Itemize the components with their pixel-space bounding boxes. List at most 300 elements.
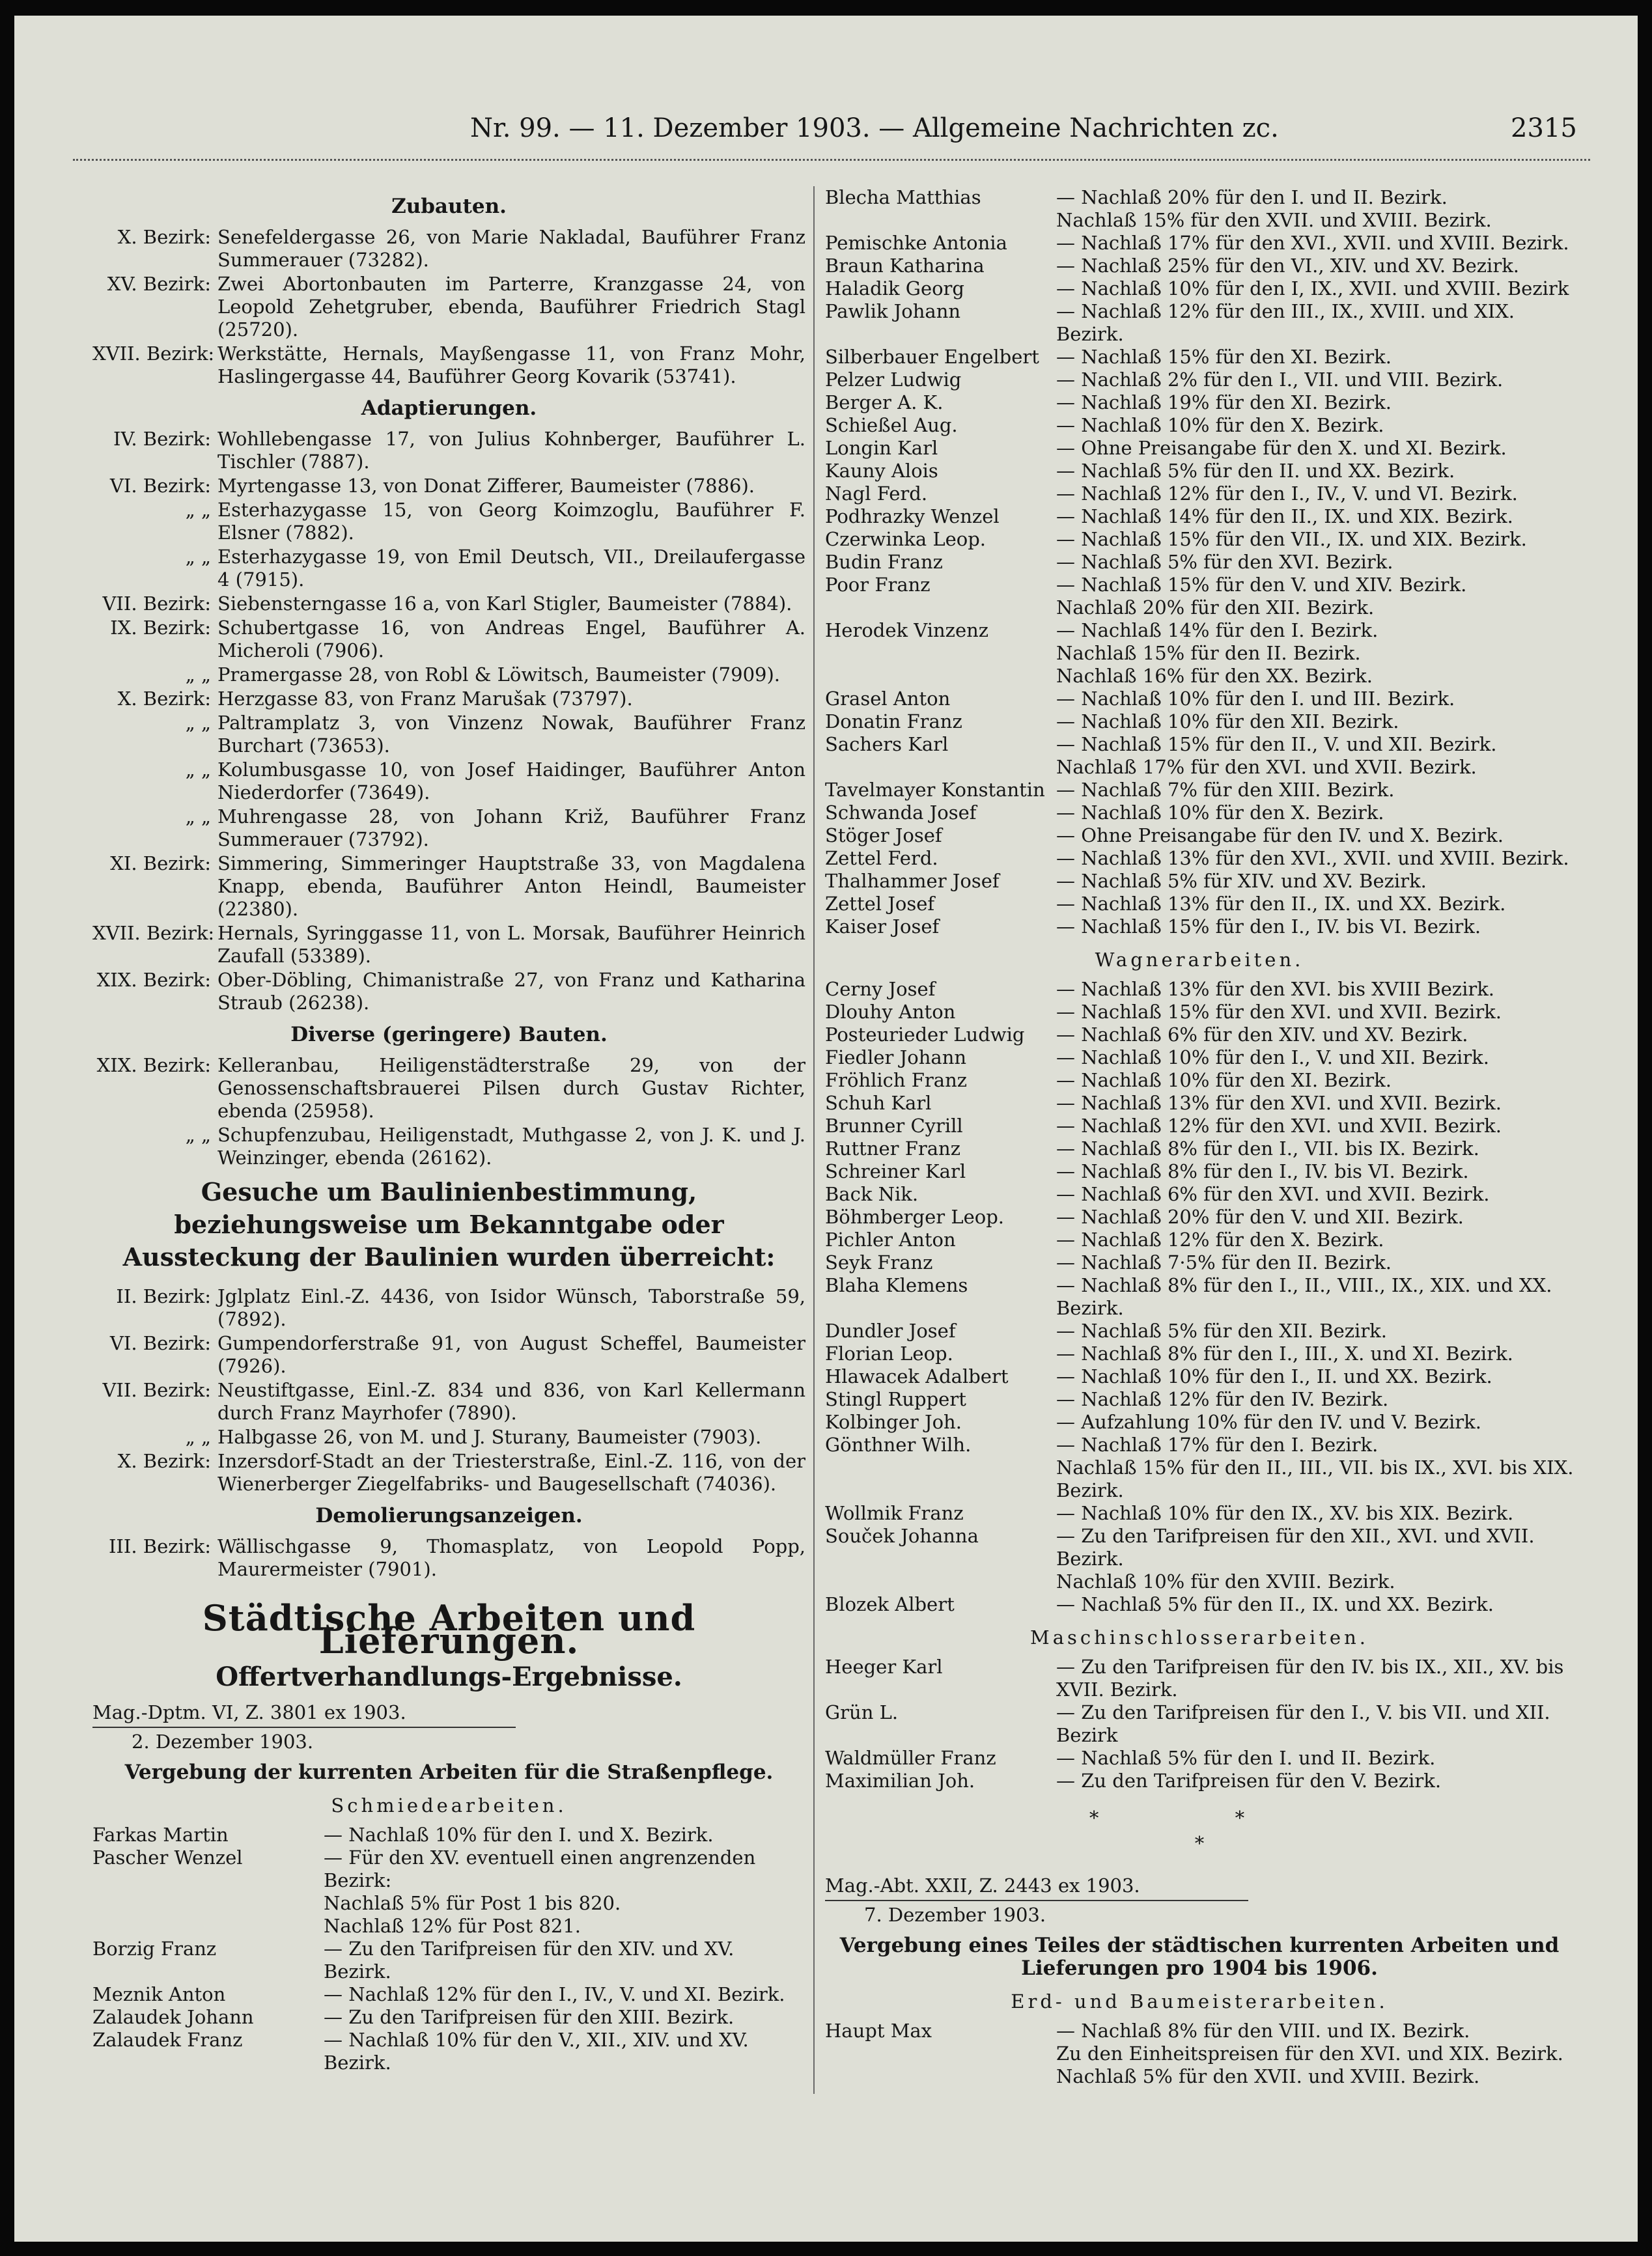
listing-entry <box>92 663 805 686</box>
contractor-row <box>825 1092 1574 1115</box>
contractor-row <box>825 710 1574 733</box>
district-label: „ „ <box>185 1426 211 1448</box>
district-label: IX. Bezirk: <box>110 617 211 639</box>
category-heading: Schmiedearbeiten. <box>331 1794 567 1817</box>
contractor-name: Braun Katharina <box>825 255 985 277</box>
contractor-terms: — Nachlaß 10% für den XI. Bezirk. <box>1056 1069 1392 1091</box>
contractor-name: Brunner Cyrill <box>825 1115 963 1137</box>
contractor-name: Sachers Karl <box>825 733 949 755</box>
contractor-name: Seyk Franz <box>825 1251 933 1274</box>
contractor-name: Zettel Ferd. <box>825 847 938 869</box>
listing-text: Werkstätte, Hernals, Mayßengasse 11, von Franz Mohr, Haslingergasse 44, Bauführer Georg Kovarik (53741). <box>217 342 805 387</box>
contractor-name <box>92 1915 324 1938</box>
page-number: 2315 <box>1511 113 1577 143</box>
contractor-terms: Nachlaß 17% für den XVI. und XVII. Bezirk. <box>1056 756 1477 778</box>
listing-text: Zwei Abortonbauten im Parterre, Kranzgasse 24, von Leopold Zehetgruber, ebenda, Bauführer Friedrich Stagl (25720). <box>217 273 805 341</box>
contractor-terms: — Nachlaß 8% für den I., VII. bis IX. Bezirk. <box>1056 1137 1479 1160</box>
contractor-name: Back Nik. <box>825 1183 919 1205</box>
reference-number: Mag.-Dptm. VI, Z. 3801 ex 1903. <box>92 1701 516 1728</box>
header-rule <box>73 159 1590 161</box>
contractor-name: Kauny Alois <box>825 460 938 482</box>
contractor-name <box>825 1456 1056 1502</box>
left-column <box>92 186 805 2074</box>
contractor-terms: — Nachlaß 15% für den XI. Bezirk. <box>1056 346 1392 368</box>
contractor-terms: — Nachlaß 10% für den V., XII., XIV. und XV. Bezirk. <box>324 2029 749 2074</box>
section-title: Diverse (geringere) Bauten. <box>290 1023 608 1046</box>
district-label: XVII. Bezirk: <box>92 342 215 365</box>
contractor-name: Florian Leop. <box>825 1343 953 1365</box>
contractor-name: Thalhammer Josef <box>825 870 1000 892</box>
contractor-row <box>825 1183 1574 1206</box>
contractor-row <box>825 915 1574 938</box>
district-label: VI. Bezirk: <box>109 475 211 497</box>
listing-text: Simmering, Simmeringer Hauptstraße 33, von Magdalena Knapp, ebenda, Bauführer Anton Heindl, Baumeister (22380). <box>217 852 805 920</box>
contractor-terms: — Nachlaß 10% für den I. und X. Bezirk. <box>324 1824 714 1846</box>
contractor-terms: — Zu den Tarifpreisen für den I., V. bis VII. und XII. Bezirk <box>1056 1701 1550 1746</box>
listing-text: Neustiftgasse, Einl.-Z. 834 und 836, von Karl Kellermann durch Franz Mayrhofer (7890). <box>217 1379 805 1424</box>
contractor-row <box>825 1024 1574 1046</box>
contractor-row <box>825 255 1574 277</box>
contractor-terms: — Nachlaß 5% für den XVI. Bezirk. <box>1056 551 1393 573</box>
listing-text: Ober-Döbling, Chimanistraße 27, von Franz und Katharina Straub (26238). <box>217 969 805 1014</box>
contractor-name: Nagl Ferd. <box>825 482 928 505</box>
contractor-terms: — Nachlaß 12% für den III., IX., XVIII. und XIX. Bezirk. <box>1056 300 1515 345</box>
district-label: „ „ <box>185 546 211 568</box>
district-label: X. Bezirk: <box>117 226 211 248</box>
contractor-row <box>825 391 1574 414</box>
contractor-terms: Zu den Einheitspreisen für den XVI. und XIX. Bezirk. <box>1056 2042 1563 2065</box>
listing-text: Esterhazygasse 15, von Georg Koimzoglu, Bauführer F. Elsner (7882). <box>217 499 805 544</box>
listing-text: Hernals, Syringgasse 11, von L. Morsak, Bauführer Heinrich Zaufall (53389). <box>217 922 805 967</box>
listing-text: Jglplatz Einl.-Z. 4436, von Isidor Wünsch, Taborstraße 59, (7892). <box>217 1285 805 1330</box>
contractor-name: Podhrazky Wenzel <box>825 505 1000 527</box>
contractor-row <box>825 437 1574 460</box>
contractor-name: Schießel Aug. <box>825 414 958 436</box>
contractor-row <box>825 346 1574 369</box>
district-label: VI. Bezirk: <box>109 1332 211 1354</box>
contractor-name <box>825 2065 1056 2088</box>
district-label: III. Bezirk: <box>108 1535 211 1557</box>
contractor-row <box>825 2042 1574 2065</box>
contractor-name: Meznik Anton <box>92 1983 226 2005</box>
contractor-terms: — Nachlaß 5% für den I. und II. Bezirk. <box>1056 1747 1436 1769</box>
contractor-name: Kolbinger Joh. <box>825 1411 962 1433</box>
contractor-row <box>825 1456 1574 1502</box>
contractor-terms: Nachlaß 15% für den II., III., VII. bis IX., XVI. bis XIX. Bezirk. <box>1056 1456 1574 1501</box>
contractor-name: Grün L. <box>825 1701 899 1723</box>
contractor-row <box>825 733 1574 756</box>
contractor-row <box>825 1747 1574 1770</box>
section-title: Zubauten. <box>391 195 507 218</box>
contractor-name: Pemischke Antonia <box>825 232 1007 254</box>
listing-entry <box>92 1124 805 1169</box>
contractor-terms: — Ohne Preisangabe für den X. und XI. Bezirk. <box>1056 437 1507 459</box>
contractor-terms: Nachlaß 20% für den XII. Bezirk. <box>1056 596 1375 619</box>
contractor-terms: — Nachlaß 12% für den XVI. und XVII. Bezirk. <box>1056 1115 1502 1137</box>
contractor-terms: — Nachlaß 2% für den I., VII. und VIII. Bezirk. <box>1056 369 1504 391</box>
contractor-name: Schreiner Karl <box>825 1160 966 1182</box>
district-label: XIX. Bezirk: <box>96 969 211 991</box>
contractor-row <box>825 1229 1574 1251</box>
contractor-row <box>825 1320 1574 1343</box>
contractor-name: Fiedler Johann <box>825 1046 967 1068</box>
contractor-row <box>825 978 1574 1001</box>
contractor-name: Maximilian Joh. <box>825 1770 975 1792</box>
contractor-row <box>825 1434 1574 1456</box>
contractor-row <box>825 1046 1574 1069</box>
section-title: Gesuche um Baulinienbestimmung, beziehungsweise um Bekanntgabe oder Aussteckung der Baulinien wurden überreicht: <box>122 1177 776 1272</box>
district-label: „ „ <box>185 499 211 521</box>
contractor-row <box>825 186 1574 209</box>
contractor-name: Dundler Josef <box>825 1320 956 1342</box>
contractor-row <box>825 779 1574 801</box>
contractor-terms: — Nachlaß 20% für den I. und II. Bezirk. <box>1056 186 1448 208</box>
contractor-name: Fröhlich Franz <box>825 1069 968 1091</box>
contractor-row <box>825 414 1574 437</box>
contractor-terms: — Nachlaß 10% für den X. Bezirk. <box>1056 414 1384 436</box>
district-label: X. Bezirk: <box>117 1450 211 1472</box>
contractor-row <box>825 665 1574 688</box>
contractor-row <box>825 1274 1574 1320</box>
listing-entry <box>92 805 805 851</box>
right-column <box>825 186 1574 2088</box>
contractor-name: Ruttner Franz <box>825 1137 960 1160</box>
contractor-row <box>825 1001 1574 1024</box>
contractor-terms: — Nachlaß 15% für den VII., IX. und XIX. Bezirk. <box>1056 528 1527 550</box>
listing-entry <box>92 342 805 388</box>
contractor-row <box>825 232 1574 255</box>
contractor-terms: — Nachlaß 17% für den XVI., XVII. und XVIII. Bezirk. <box>1056 232 1569 254</box>
date-line: 7. Dezember 1903. <box>864 1904 1046 1926</box>
contractor-name: Poor Franz <box>825 574 931 596</box>
contractor-row <box>825 1701 1574 1747</box>
listing-entry <box>92 273 805 341</box>
contractor-terms: — Nachlaß 20% für den V. und XII. Bezirk. <box>1056 1206 1464 1228</box>
contractor-name <box>825 665 1056 688</box>
contractor-row <box>825 505 1574 528</box>
listing-entry <box>92 1054 805 1122</box>
separator-star: * <box>1194 1832 1205 1854</box>
listing-entry <box>92 852 805 921</box>
contractor-terms: — Zu den Tarifpreisen für den IV. bis IX., XII., XV. bis XVII. Bezirk. <box>1056 1656 1564 1701</box>
contractor-row <box>92 1938 805 1983</box>
contractor-row <box>825 801 1574 824</box>
page-header: Nr. 99. — 11. Dezember 1903. — Allgemeine Nachrichten zc. <box>470 113 1279 143</box>
contractor-name: Zalaudek Franz <box>92 2029 243 2051</box>
contractor-terms: — Aufzahlung 10% für den IV. und V. Bezirk. <box>1056 1411 1481 1433</box>
contractor-row <box>825 300 1574 346</box>
contractor-row <box>825 528 1574 551</box>
listing-entry <box>92 688 805 710</box>
contractor-row <box>825 551 1574 574</box>
listing-text: Gumpendorferstraße 91, von August Scheffel, Baumeister (7926). <box>217 1332 805 1377</box>
contractor-name: Souček Johanna <box>825 1525 979 1547</box>
contractor-row <box>825 1343 1574 1365</box>
listing-text: Wohllebengasse 17, von Julius Kohnberger, Bauführer L. Tischler (7887). <box>217 428 805 473</box>
category-heading: Wagnerarbeiten. <box>1095 949 1304 971</box>
contractor-row <box>825 847 1574 870</box>
contractor-name: Waldmüller Franz <box>825 1747 996 1769</box>
notice-heading: Vergebung eines Teiles der städtischen kurrenten Arbeiten und Lieferungen pro 1904 bis 1906. <box>839 1934 1560 1980</box>
contractor-name: Pascher Wenzel <box>92 1846 243 1869</box>
contractor-terms: — Zu den Tarifpreisen für den V. Bezirk. <box>1056 1770 1442 1792</box>
contractor-terms: — Nachlaß 15% für den XVI. und XVII. Bezirk. <box>1056 1001 1502 1023</box>
contractor-name: Pelzer Ludwig <box>825 369 962 391</box>
contractor-name: Zettel Josef <box>825 893 935 915</box>
contractor-name: Posteurieder Ludwig <box>825 1024 1025 1046</box>
notice-heading: Vergebung der kurrenten Arbeiten für die Straßenpflege. <box>124 1761 774 1784</box>
listing-entry <box>92 1450 805 1496</box>
listing-entry <box>92 1535 805 1581</box>
separator-stars: * * <box>1089 1807 1310 1829</box>
contractor-terms: — Zu den Tarifpreisen für den XIV. und XV. Bezirk. <box>324 1938 735 1983</box>
district-label: VII. Bezirk: <box>102 1379 211 1401</box>
contractor-name: Heeger Karl <box>825 1656 943 1678</box>
contractor-terms: — Nachlaß 8% für den VIII. und IX. Bezirk. <box>1056 2020 1470 2042</box>
contractor-terms: Nachlaß 10% für den XVIII. Bezirk. <box>1056 1570 1395 1593</box>
contractor-name: Blozek Albert <box>825 1593 955 1615</box>
contractor-row <box>825 1206 1574 1229</box>
contractor-name <box>825 2042 1056 2065</box>
column-divider <box>813 186 815 2094</box>
contractor-name: Budin Franz <box>825 551 943 573</box>
date-line: 2. Dezember 1903. <box>132 1731 314 1753</box>
contractor-row <box>825 460 1574 482</box>
contractor-name: Silberbauer Engelbert <box>825 346 1039 368</box>
contractor-terms: — Nachlaß 7·5% für den II. Bezirk. <box>1056 1251 1392 1274</box>
contractor-terms: — Nachlaß 13% für den XVI. und XVII. Bezirk. <box>1056 1092 1502 1114</box>
contractor-row <box>825 596 1574 619</box>
contractor-row <box>92 1824 805 1846</box>
district-label: IV. Bezirk: <box>113 428 211 450</box>
contractor-terms: — Nachlaß 12% für den IV. Bezirk. <box>1056 1388 1389 1410</box>
contractor-terms: — Zu den Tarifpreisen für den XIII. Bezirk. <box>324 2006 735 2028</box>
contractor-terms: — Ohne Preisangabe für den IV. und X. Bezirk. <box>1056 824 1504 846</box>
contractor-terms: — Nachlaß 6% für den XVI. und XVII. Bezirk. <box>1056 1183 1490 1205</box>
category-heading: Erd- und Baumeisterarbeiten. <box>1011 1990 1388 2012</box>
contractor-name: Borzig Franz <box>92 1938 217 1960</box>
contractor-terms: — Nachlaß 12% für den I., IV., V. und XI. Bezirk. <box>324 1983 785 2005</box>
contractor-row <box>825 1502 1574 1525</box>
listing-entry <box>92 592 805 615</box>
contractor-terms: — Zu den Tarifpreisen für den XII., XVI. und XVII. Bezirk. <box>1056 1525 1535 1570</box>
newspaper-page <box>14 16 1638 2242</box>
contractor-terms: Nachlaß 5% für Post 1 bis 820. <box>324 1892 621 1914</box>
district-label: XV. Bezirk: <box>107 273 211 295</box>
contractor-name: Donatin Franz <box>825 710 962 732</box>
reference-number: Mag.-Abt. XXII, Z. 2443 ex 1903. <box>825 1874 1248 1901</box>
contractor-name: Blaha Klemens <box>825 1274 968 1296</box>
contractor-name: Haupt Max <box>825 2020 932 2042</box>
contractor-name <box>825 596 1056 619</box>
section-title: Adaptierungen. <box>361 397 537 420</box>
contractor-terms: — Nachlaß 10% für den I., V. und XII. Bezirk. <box>1056 1046 1489 1068</box>
contractor-name: Berger A. K. <box>825 391 944 413</box>
contractor-row <box>825 1388 1574 1411</box>
listing-entry <box>92 1332 805 1378</box>
listing-text: Muhrengasse 28, von Johann Križ, Bauführer Franz Summerauer (73792). <box>217 805 805 850</box>
listing-entry <box>92 759 805 804</box>
contractor-row <box>92 1983 805 2006</box>
listing-entry <box>92 546 805 591</box>
contractor-terms: — Nachlaß 12% für den I., IV., V. und VI. Bezirk. <box>1056 482 1518 505</box>
contractor-name: Böhmberger Leop. <box>825 1206 1005 1228</box>
district-label: XIX. Bezirk: <box>96 1054 211 1076</box>
contractor-terms: — Nachlaß 13% für den XVI. bis XVIII Bezirk. <box>1056 978 1495 1000</box>
section-title: Demolierungsanzeigen. <box>315 1504 583 1527</box>
contractor-terms: Nachlaß 15% für den II. Bezirk. <box>1056 642 1361 664</box>
contractor-row <box>92 1892 805 1915</box>
contractor-terms: — Nachlaß 8% für den I., IV. bis VI. Bezirk. <box>1056 1160 1469 1182</box>
contractor-row <box>825 1365 1574 1388</box>
contractor-name: Tavelmayer Konstantin <box>825 779 1045 801</box>
listing-text: Siebensterngasse 16 a, von Karl Stigler, Baumeister (7884). <box>217 592 792 615</box>
contractor-name: Zalaudek Johann <box>92 2006 254 2028</box>
contractor-terms: Nachlaß 15% für den XVII. und XVIII. Bezirk. <box>1056 209 1492 231</box>
contractor-row <box>825 1570 1574 1593</box>
contractor-terms: — Nachlaß 8% für den I., III., X. und XI. Bezirk. <box>1056 1343 1513 1365</box>
contractor-terms: — Nachlaß 10% für den I, IX., XVII. und XVIII. Bezirk <box>1056 277 1569 299</box>
listing-entry <box>92 475 805 497</box>
contractor-name: Dlouhy Anton <box>825 1001 956 1023</box>
contractor-name: Longin Karl <box>825 437 938 459</box>
contractor-name: Gönthner Wilh. <box>825 1434 972 1456</box>
listing-entry <box>92 1285 805 1331</box>
district-label: XVII. Bezirk: <box>92 922 215 944</box>
district-label: X. Bezirk: <box>117 688 211 710</box>
contractor-row <box>825 1593 1574 1616</box>
contractor-name: Haladik Georg <box>825 277 964 299</box>
contractor-row <box>92 2006 805 2029</box>
contractor-terms: — Nachlaß 5% für den II. und XX. Bezirk. <box>1056 460 1455 482</box>
listing-text: Pramergasse 28, von Robl & Löwitsch, Baumeister (7909). <box>217 663 780 686</box>
listing-text: Herzgasse 83, von Franz Marušak (73797). <box>217 688 633 710</box>
contractor-name: Herodek Vinzenz <box>825 619 989 641</box>
contractor-row <box>825 369 1574 391</box>
section-title: Städtische Arbeiten und Lieferungen. <box>202 1597 696 1662</box>
contractor-name: Farkas Martin <box>92 1824 229 1846</box>
contractor-row <box>825 574 1574 596</box>
listing-text: Kelleranbau, Heiligenstädterstraße 29, von der Genossenschaftsbrauerei Pilsen durch Gustav Richter, ebenda (25958). <box>217 1054 805 1122</box>
contractor-name <box>825 756 1056 779</box>
contractor-row <box>825 1656 1574 1701</box>
contractor-name <box>92 1892 324 1915</box>
contractor-terms: — Nachlaß 10% für den XII. Bezirk. <box>1056 710 1399 732</box>
contractor-terms: — Nachlaß 10% für den IX., XV. bis XIX. Bezirk. <box>1056 1502 1514 1524</box>
contractor-terms: — Nachlaß 15% für den II., V. und XII. Bezirk. <box>1056 733 1497 755</box>
contractor-terms: Nachlaß 16% für den XX. Bezirk. <box>1056 665 1373 687</box>
contractor-name: Hlawacek Adalbert <box>825 1365 1009 1387</box>
contractor-row <box>825 1525 1574 1570</box>
contractor-row <box>825 824 1574 847</box>
district-label: „ „ <box>185 1124 211 1146</box>
listing-text: Kolumbusgasse 10, von Josef Haidinger, Bauführer Anton Niederdorfer (73649). <box>217 759 805 803</box>
district-label: „ „ <box>185 712 211 734</box>
contractor-row <box>825 1069 1574 1092</box>
contractor-row <box>825 893 1574 915</box>
district-label: II. Bezirk: <box>116 1285 211 1307</box>
contractor-terms: — Nachlaß 10% für den I. und III. Bezirk. <box>1056 688 1455 710</box>
contractor-terms: — Nachlaß 10% für den X. Bezirk. <box>1056 801 1384 824</box>
contractor-row <box>92 1846 805 1892</box>
listing-entry <box>92 226 805 272</box>
contractor-row <box>825 1137 1574 1160</box>
contractor-name <box>825 209 1056 232</box>
contractor-terms: — Für den XV. eventuell einen angrenzenden Bezirk: <box>324 1846 756 1891</box>
contractor-row <box>825 1411 1574 1434</box>
district-label: „ „ <box>185 759 211 781</box>
contractor-terms: — Nachlaß 13% für den II., IX. und XX. Bezirk. <box>1056 893 1506 915</box>
contractor-row <box>825 209 1574 232</box>
contractor-name: Schuh Karl <box>825 1092 932 1114</box>
contractor-terms: — Nachlaß 7% für den XIII. Bezirk. <box>1056 779 1395 801</box>
contractor-name <box>825 642 1056 665</box>
listing-entry <box>92 1379 805 1425</box>
contractor-name: Wollmik Franz <box>825 1502 964 1524</box>
listing-entry <box>92 617 805 662</box>
contractor-terms: — Nachlaß 17% für den I. Bezirk. <box>1056 1434 1379 1456</box>
listing-text: Schubertgasse 16, von Andreas Engel, Bauführer A. Micheroli (7906). <box>217 617 805 661</box>
listing-text: Myrtengasse 13, von Donat Zifferer, Baumeister (7886). <box>217 475 755 497</box>
contractor-terms: — Nachlaß 15% für den I., IV. bis VI. Bezirk. <box>1056 915 1481 938</box>
contractor-row <box>92 2029 805 2074</box>
contractor-row <box>825 1160 1574 1183</box>
contractor-name: Schwanda Josef <box>825 801 977 824</box>
contractor-terms: — Nachlaß 6% für den XIV. und XV. Bezirk. <box>1056 1024 1468 1046</box>
contractor-name: Pichler Anton <box>825 1229 956 1251</box>
district-label: „ „ <box>185 805 211 828</box>
listing-text: Paltramplatz 3, von Vinzenz Nowak, Bauführer Franz Burchart (73653). <box>217 712 805 757</box>
district-label: XI. Bezirk: <box>110 852 211 874</box>
contractor-terms: Nachlaß 5% für den XVII. und XVIII. Bezirk. <box>1056 2065 1480 2087</box>
listing-entry <box>92 712 805 757</box>
listing-entry <box>92 969 805 1014</box>
listing-entry <box>92 428 805 473</box>
contractor-name: Stingl Ruppert <box>825 1388 966 1410</box>
listing-entry <box>92 1426 805 1449</box>
listing-text: Wällischgasse 9, Thomasplatz, von Leopold Popp, Maurermeister (7901). <box>217 1535 805 1580</box>
contractor-terms: — Nachlaß 12% für den X. Bezirk. <box>1056 1229 1384 1251</box>
contractor-name: Kaiser Josef <box>825 915 940 938</box>
contractor-name <box>825 1570 1056 1593</box>
contractor-row <box>825 1770 1574 1792</box>
contractor-row <box>825 1251 1574 1274</box>
contractor-row <box>825 482 1574 505</box>
district-label: VII. Bezirk: <box>102 592 211 615</box>
listing-text: Senefeldergasse 26, von Marie Nakladal, Bauführer Franz Summerauer (73282). <box>217 226 805 271</box>
contractor-terms: — Nachlaß 14% für den II., IX. und XIX. Bezirk. <box>1056 505 1513 527</box>
contractor-terms: — Nachlaß 5% für den XII. Bezirk. <box>1056 1320 1387 1342</box>
district-label: „ „ <box>185 663 211 686</box>
contractor-terms: — Nachlaß 5% für den II., IX. und XX. Bezirk. <box>1056 1593 1494 1615</box>
contractor-row <box>825 756 1574 779</box>
contractor-terms: — Nachlaß 10% für den I., II. und XX. Bezirk. <box>1056 1365 1492 1387</box>
section-subtitle: Offertverhandlungs-Ergebnisse. <box>216 1662 682 1692</box>
listing-text: Schupfenzubau, Heiligenstadt, Muthgasse 2, von J. K. und J. Weinzinger, ebenda (26162). <box>217 1124 805 1169</box>
contractor-terms: — Nachlaß 14% für den I. Bezirk. <box>1056 619 1379 641</box>
contractor-terms: — Nachlaß 8% für den I., II., VIII., IX., XIX. und XX. Bezirk. <box>1056 1274 1552 1319</box>
contractor-terms: — Nachlaß 15% für den V. und XIV. Bezirk. <box>1056 574 1467 596</box>
listing-text: Esterhazygasse 19, von Emil Deutsch, VII., Dreilaufergasse 4 (7915). <box>217 546 805 591</box>
contractor-terms: — Nachlaß 25% für den VI., XIV. und XV. Bezirk. <box>1056 255 1519 277</box>
contractor-name: Pawlik Johann <box>825 300 961 322</box>
contractor-terms: Nachlaß 12% für Post 821. <box>324 1915 581 1937</box>
contractor-name: Czerwinka Leop. <box>825 528 987 550</box>
contractor-terms: — Nachlaß 5% für XIV. und XV. Bezirk. <box>1056 870 1427 892</box>
listing-text: Inzersdorf-Stadt an der Triesterstraße, Einl.-Z. 116, von der Wienerberger Ziegelfabriks- und Baugesellschaft (74036). <box>217 1450 805 1495</box>
contractor-row <box>825 642 1574 665</box>
contractor-name: Grasel Anton <box>825 688 951 710</box>
